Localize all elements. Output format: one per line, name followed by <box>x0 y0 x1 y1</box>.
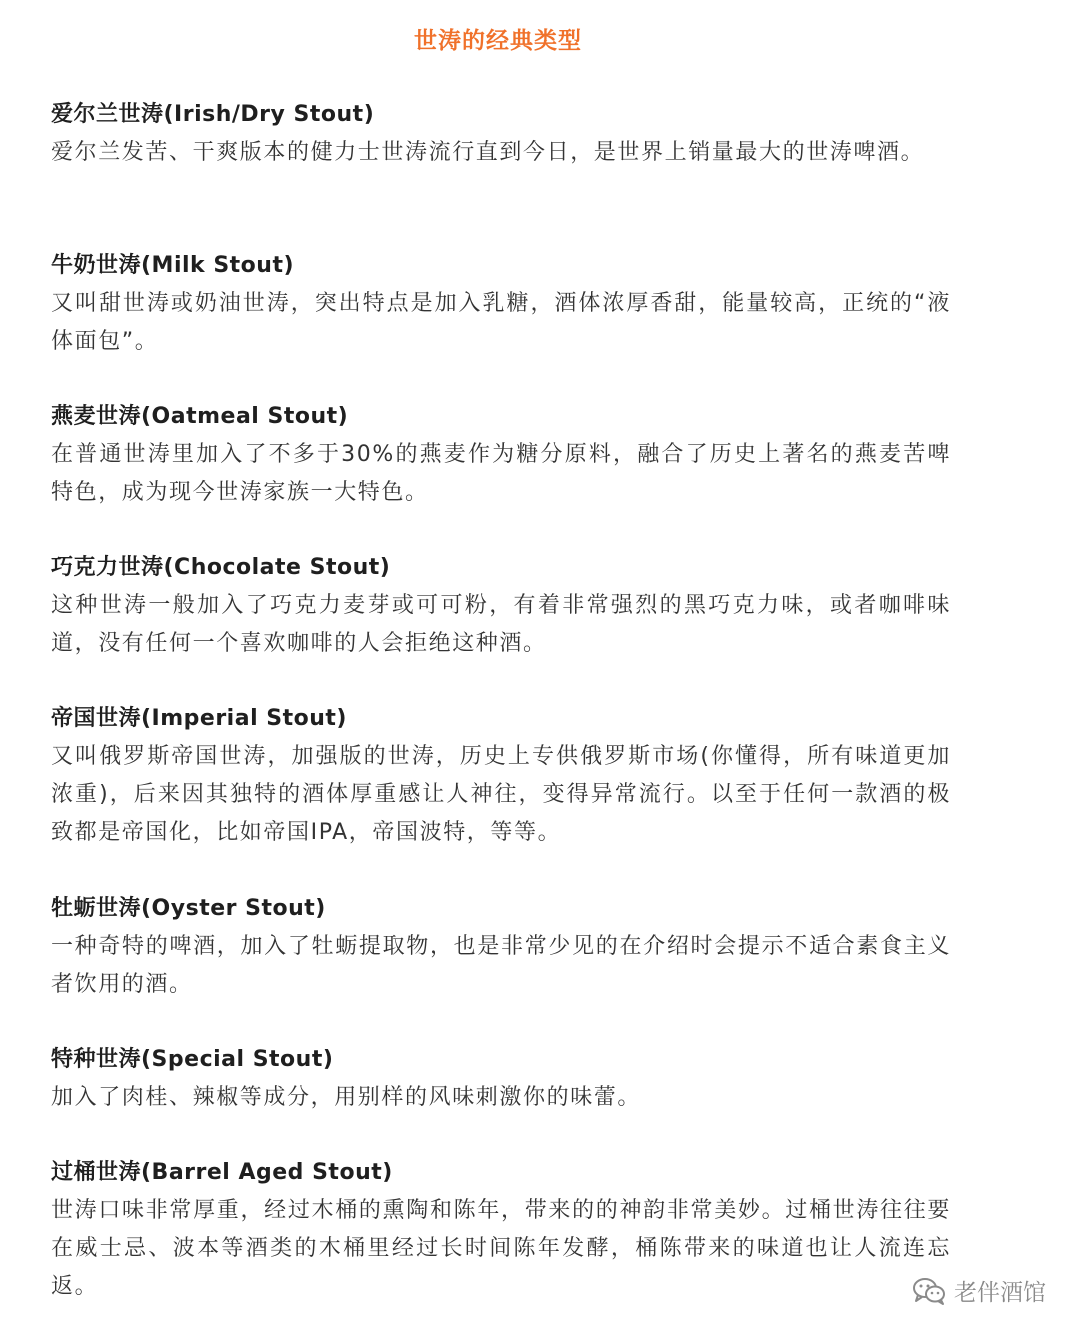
section-text: 加入了肉桂、辣椒等成分，用别样的风味刺激你的味蕾。 <box>51 1085 642 1110</box>
section-text: 又叫俄罗斯帝国世涛，加强版的世涛，历史上专供俄罗斯市场(你懂得，所有味道更加浓重)，后来因其独特的酒体厚重感让人神往，变得异常流行。以至于任何一款酒的极致都是帝国化，比如帝国IPA，帝国波特，等等。 <box>51 744 951 845</box>
wechat-icon <box>912 1276 946 1306</box>
watermark-text: 老伴酒馆 <box>954 1280 1046 1306</box>
watermark <box>912 1274 1046 1307</box>
article-title: 世涛的经典类型 <box>414 28 582 54</box>
section-imperial-stout <box>51 700 951 852</box>
section-irish-stout <box>51 96 951 172</box>
section-text: 又叫甜世涛或奶油世涛，突出特点是加入乳糖，酒体浓厚香甜，能量较高，正统的“液体面包”。 <box>51 291 951 354</box>
section-text: 在普通世涛里加入了不多于30%的燕麦作为糖分原料，融合了历史上著名的燕麦苦啤特色，成为现今世涛家族一大特色。 <box>51 442 951 505</box>
section-heading: 特种世涛(Special Stout) <box>51 1047 334 1072</box>
section-heading: 巧克力世涛(Chocolate Stout) <box>51 555 391 580</box>
section-text: 一种奇特的啤酒，加入了牡蛎提取物，也是非常少见的在介绍时会提示不适合素食主义者饮用的酒。 <box>51 934 951 997</box>
section-heading: 爱尔兰世涛(Irish/Dry Stout) <box>51 102 375 127</box>
section-special-stout <box>51 1041 951 1117</box>
section-chocolate-stout <box>51 549 951 663</box>
section-oatmeal-stout <box>51 398 951 512</box>
section-heading: 牡蛎世涛(Oyster Stout) <box>51 896 326 921</box>
section-heading: 燕麦世涛(Oatmeal Stout) <box>51 404 349 429</box>
section-heading: 牛奶世涛(Milk Stout) <box>51 253 295 278</box>
section-heading: 过桶世涛(Barrel Aged Stout) <box>51 1160 393 1185</box>
section-milk-stout <box>51 247 951 361</box>
section-barrel-aged-stout <box>51 1154 951 1306</box>
section-text: 这种世涛一般加入了巧克力麦芽或可可粉，有着非常强烈的黑巧克力味，或者咖啡味道，没有任何一个喜欢咖啡的人会拒绝这种酒。 <box>51 593 951 656</box>
section-heading: 帝国世涛(Imperial Stout) <box>51 706 347 731</box>
section-text: 世涛口味非常厚重，经过木桶的熏陶和陈年，带来的的神韵非常美妙。过桶世涛往往要在威士忌、波本等酒类的木桶里经过长时间陈年发酵，桶陈带来的味道也让人流连忘返。 <box>51 1198 951 1299</box>
section-text: 爱尔兰发苦、干爽版本的健力士世涛流行直到今日，是世界上销量最大的世涛啤酒。 <box>51 140 925 165</box>
section-oyster-stout <box>51 890 951 1004</box>
